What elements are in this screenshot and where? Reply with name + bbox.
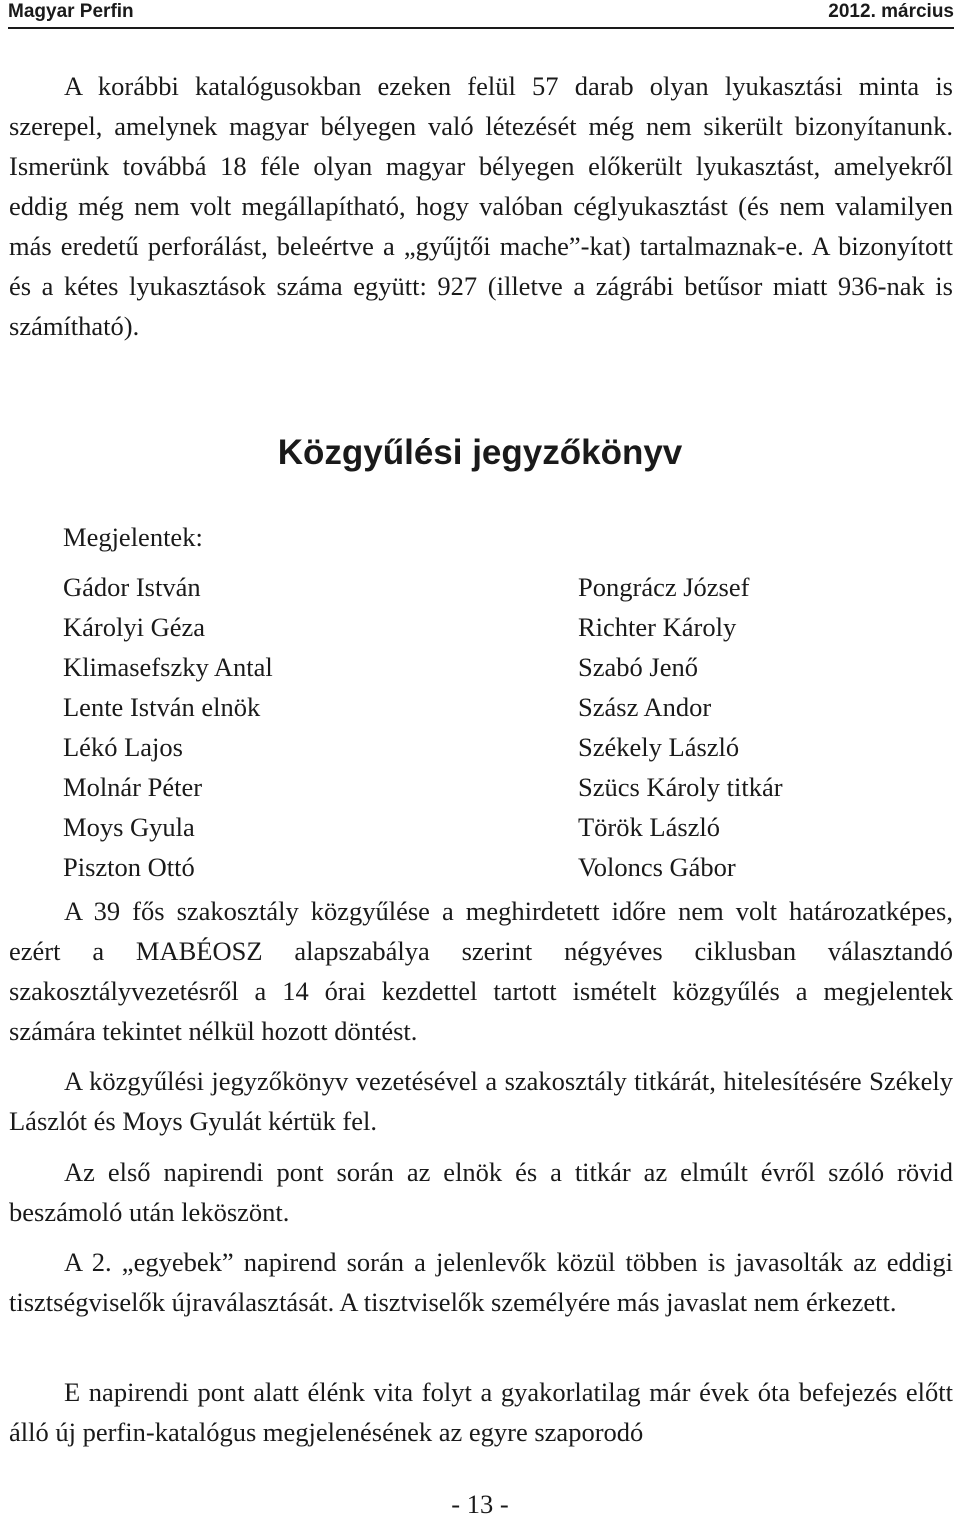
attendee-name: Voloncs Gábor [578,852,736,882]
attendee-name: Szász Andor [578,692,712,722]
minutes-paragraph-catalogue: E napirendi pont alatt élénk vita folyt a gyakorlatilag már évek óta befejezés előtt álló új perfin-katalógus megjelenésének az egyre szaporodó [9,1377,953,1447]
attendee-name: Székely László [578,732,740,762]
attendee-name: Gádor István [63,572,201,602]
attendee-name: Pongrácz József [578,572,750,602]
attendee-name: Lente István elnök [63,692,261,722]
minutes-paragraph-reelection: A 2. „egyebek” napirend során a jelenlevők közül többen is javasolták az eddigi tisztségviselők újraválasztását. A tisztviselők személyére más javaslat nem érkezett. [9,1247,953,1317]
attendees-label: Megjelentek: [63,522,203,552]
attendees-right-column [578,567,783,887]
attendee-name: Richter Károly [578,612,737,642]
attendees-left-column [63,567,273,887]
section-title: Közgyűlési jegyzőkönyv [277,433,683,472]
page-header [8,0,954,27]
attendee-name: Szücs Károly titkár [578,772,783,802]
journal-title: Magyar Perfin [8,1,134,22]
attendee-name: Lékó Lajos [63,732,183,762]
attendee-name: Piszton Ottó [63,852,195,882]
attendee-name: Moys Gyula [63,812,195,842]
attendee-name: Molnár Péter [63,772,203,802]
issue-date: 2012. március [828,1,954,22]
intro-paragraph: A korábbi katalógusokban ezeken felül 57 darab olyan lyukasztási minta is szerepel, amelynek magyar bélyegen való létezését még nem sikerült bizonyítanunk. Ismerünk továbbá 18 féle olyan magyar bélyegen előkerült lyukasztást, amelyekről eddig még nem volt megállapítható, hogy valóban céglyukasztást (és nem valamilyen más eredetű perforálást, beleértve a „gyűjtői mache”-kat) tartalmaznak-e. A bizonyított és a kétes lyukasztások száma együtt: 927 (illetve a zágrábi betűsor miatt 936-nak is számítható). [9,71,953,341]
minutes-paragraph-report: Az első napirendi pont során az elnök és a titkár az elmúlt évről szóló rövid beszámoló után leköszönt. [9,1157,953,1227]
minutes-paragraph-recorder: A közgyűlési jegyzőkönyv vezetésével a szakosztály titkárát, hitelesítésére Székely Lászlót és Moys Gyulát kértük fel. [9,1066,953,1136]
page-number: - 13 - [451,1489,509,1519]
attendee-name: Károlyi Géza [63,612,205,642]
attendee-name: Klimasefszky Antal [63,652,273,682]
attendee-name: Török László [578,812,721,842]
header-divider [8,27,954,29]
attendee-name: Szabó Jenő [578,652,698,682]
minutes-paragraph-quorum: A 39 fős szakosztály közgyűlése a meghirdetett időre nem volt határozatképes, ezért a MABÉOSZ alapszabálya szerint négyéves ciklusban választandó szakosztályvezetésről a 14 órai kezdettel tartott ismételt közgyűlés a megjelentek számára tekintet nélkül hozott döntést. [9,896,953,1046]
